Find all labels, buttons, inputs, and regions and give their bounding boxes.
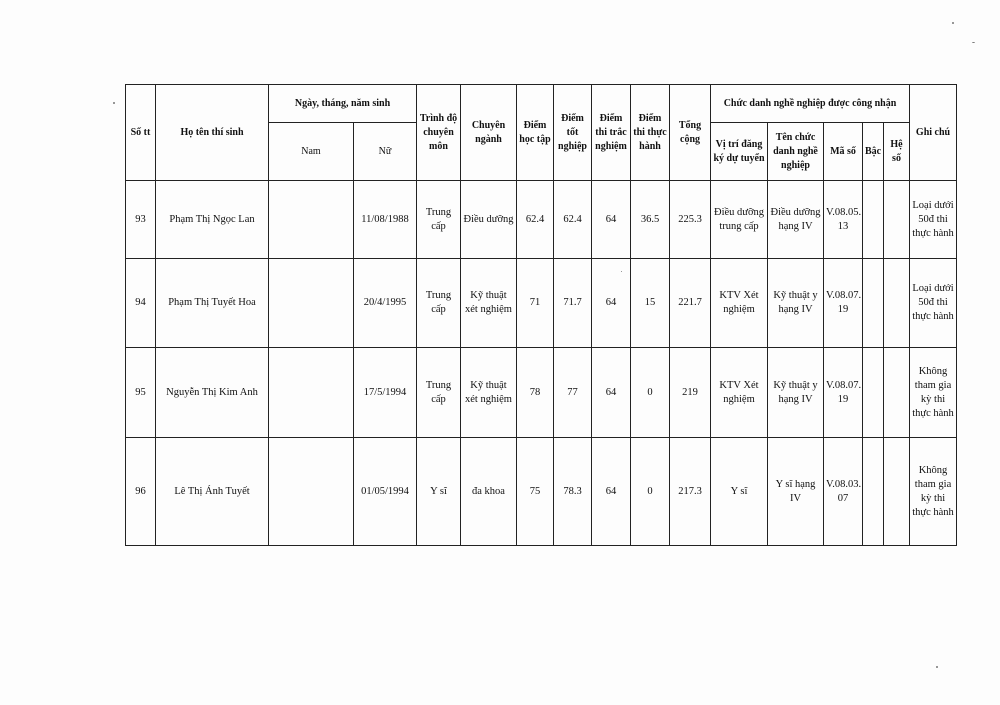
header-name: Họ tên thí sinh xyxy=(156,85,269,181)
header-score-grad: Điểm tốt nghiệp xyxy=(554,85,592,181)
cell-female: 11/08/1988 xyxy=(354,181,417,259)
header-female: Nữ xyxy=(354,123,417,181)
cell-name: Lê Thị Ánh Tuyết xyxy=(156,438,269,546)
cell-male xyxy=(269,438,354,546)
header-major: Chuyên ngành xyxy=(461,85,517,181)
table-row xyxy=(126,438,957,546)
cell-score-theory: 64 xyxy=(592,181,631,259)
cell-score-theory: 64 xyxy=(592,259,631,348)
scan-speck xyxy=(113,102,115,104)
cell-note: Không tham gia kỳ thi thực hành xyxy=(910,348,957,438)
cell-female: 17/5/1994 xyxy=(354,348,417,438)
header-stt: Số tt xyxy=(126,85,156,181)
header-male: Nam xyxy=(269,123,354,181)
cell-code: V.08.07. 19 xyxy=(824,259,863,348)
header-dob: Ngày, tháng, năm sinh xyxy=(269,85,417,123)
cell-note: Loại dưới 50đ thi thực hành xyxy=(910,181,957,259)
cell-title-name: Y sĩ hạng IV xyxy=(768,438,824,546)
cell-grade xyxy=(863,259,884,348)
cell-stt: 93 xyxy=(126,181,156,259)
cell-title-name: Kỹ thuật y hạng IV xyxy=(768,259,824,348)
cell-female: 01/05/1994 xyxy=(354,438,417,546)
table-row xyxy=(126,259,957,348)
cell-score-theory: 64 xyxy=(592,348,631,438)
header-score-practice: Điểm thi thực hành xyxy=(631,85,670,181)
cell-grade xyxy=(863,438,884,546)
cell-male xyxy=(269,348,354,438)
cell-grade xyxy=(863,181,884,259)
cell-level: Y sĩ xyxy=(417,438,461,546)
cell-coef xyxy=(884,259,910,348)
cell-position: KTV Xét nghiệm xyxy=(711,348,768,438)
cell-score-study: 75 xyxy=(517,438,554,546)
cell-major: Kỹ thuật xét nghiệm xyxy=(461,259,517,348)
cell-score-grad: 71.7 xyxy=(554,259,592,348)
header-title-group: Chức danh nghề nghiệp được công nhận xyxy=(711,85,910,123)
cell-grade xyxy=(863,348,884,438)
score-table xyxy=(125,84,957,546)
cell-score-study: 62.4 xyxy=(517,181,554,259)
cell-level: Trung cấp xyxy=(417,181,461,259)
cell-code: V.08.03. 07 xyxy=(824,438,863,546)
cell-score-practice: 0 xyxy=(631,438,670,546)
cell-stt: 95 xyxy=(126,348,156,438)
cell-position: KTV Xét nghiệm xyxy=(711,259,768,348)
cell-coef xyxy=(884,438,910,546)
cell-score-study: 71 xyxy=(517,259,554,348)
cell-score-practice: 0 xyxy=(631,348,670,438)
cell-coef xyxy=(884,181,910,259)
table-row xyxy=(126,181,957,259)
cell-note: Loại dưới 50đ thi thực hành xyxy=(910,259,957,348)
header-code: Mã số xyxy=(824,123,863,181)
cell-stt: 96 xyxy=(126,438,156,546)
cell-total: 225.3 xyxy=(670,181,711,259)
cell-position: Y sĩ xyxy=(711,438,768,546)
header-level: Trình độ chuyên môn xyxy=(417,85,461,181)
cell-name: Phạm Thị Tuyết Hoa xyxy=(156,259,269,348)
cell-note: Không tham gia kỳ thi thực hành xyxy=(910,438,957,546)
cell-code: V.08.05. 13 xyxy=(824,181,863,259)
cell-score-practice: 36.5 xyxy=(631,181,670,259)
cell-score-study: 78 xyxy=(517,348,554,438)
cell-name: Phạm Thị Ngọc Lan xyxy=(156,181,269,259)
cell-total: 217.3 xyxy=(670,438,711,546)
cell-score-grad: 78.3 xyxy=(554,438,592,546)
header-note: Ghi chú xyxy=(910,85,957,181)
table-body xyxy=(126,181,957,546)
table-row xyxy=(126,348,957,438)
cell-major: Điều dưỡng xyxy=(461,181,517,259)
cell-total: 221.7 xyxy=(670,259,711,348)
cell-code: V.08.07. 19 xyxy=(824,348,863,438)
header-coef: Hệ số xyxy=(884,123,910,181)
cell-position: Điều dưỡng trung cấp xyxy=(711,181,768,259)
cell-score-theory: 64 xyxy=(592,438,631,546)
table-header xyxy=(126,85,957,181)
cell-male xyxy=(269,259,354,348)
cell-level: Trung cấp xyxy=(417,259,461,348)
cell-score-grad: 77 xyxy=(554,348,592,438)
cell-male xyxy=(269,181,354,259)
header-grade: Bậc xyxy=(863,123,884,181)
cell-level: Trung cấp xyxy=(417,348,461,438)
cell-title-name: Kỹ thuật y hạng IV xyxy=(768,348,824,438)
header-score-theory: Điểm thi trắc nghiệm xyxy=(592,85,631,181)
scan-speck xyxy=(936,666,938,668)
cell-total: 219 xyxy=(670,348,711,438)
cell-female: 20/4/1995 xyxy=(354,259,417,348)
cell-title-name: Điều dưỡng hạng IV xyxy=(768,181,824,259)
scan-speck xyxy=(952,22,954,24)
header-total: Tổng cộng xyxy=(670,85,711,181)
cell-score-grad: 62.4 xyxy=(554,181,592,259)
scan-speck xyxy=(972,42,975,43)
header-title-name: Tên chức danh nghề nghiệp xyxy=(768,123,824,181)
cell-coef xyxy=(884,348,910,438)
cell-stt: 94 xyxy=(126,259,156,348)
header-score-study: Điểm học tập xyxy=(517,85,554,181)
cell-major: Kỹ thuật xét nghiệm xyxy=(461,348,517,438)
header-position: Vị trí đăng ký dự tuyển xyxy=(711,123,768,181)
cell-score-practice: 15 xyxy=(631,259,670,348)
cell-major: đa khoa xyxy=(461,438,517,546)
cell-name: Nguyễn Thị Kim Anh xyxy=(156,348,269,438)
